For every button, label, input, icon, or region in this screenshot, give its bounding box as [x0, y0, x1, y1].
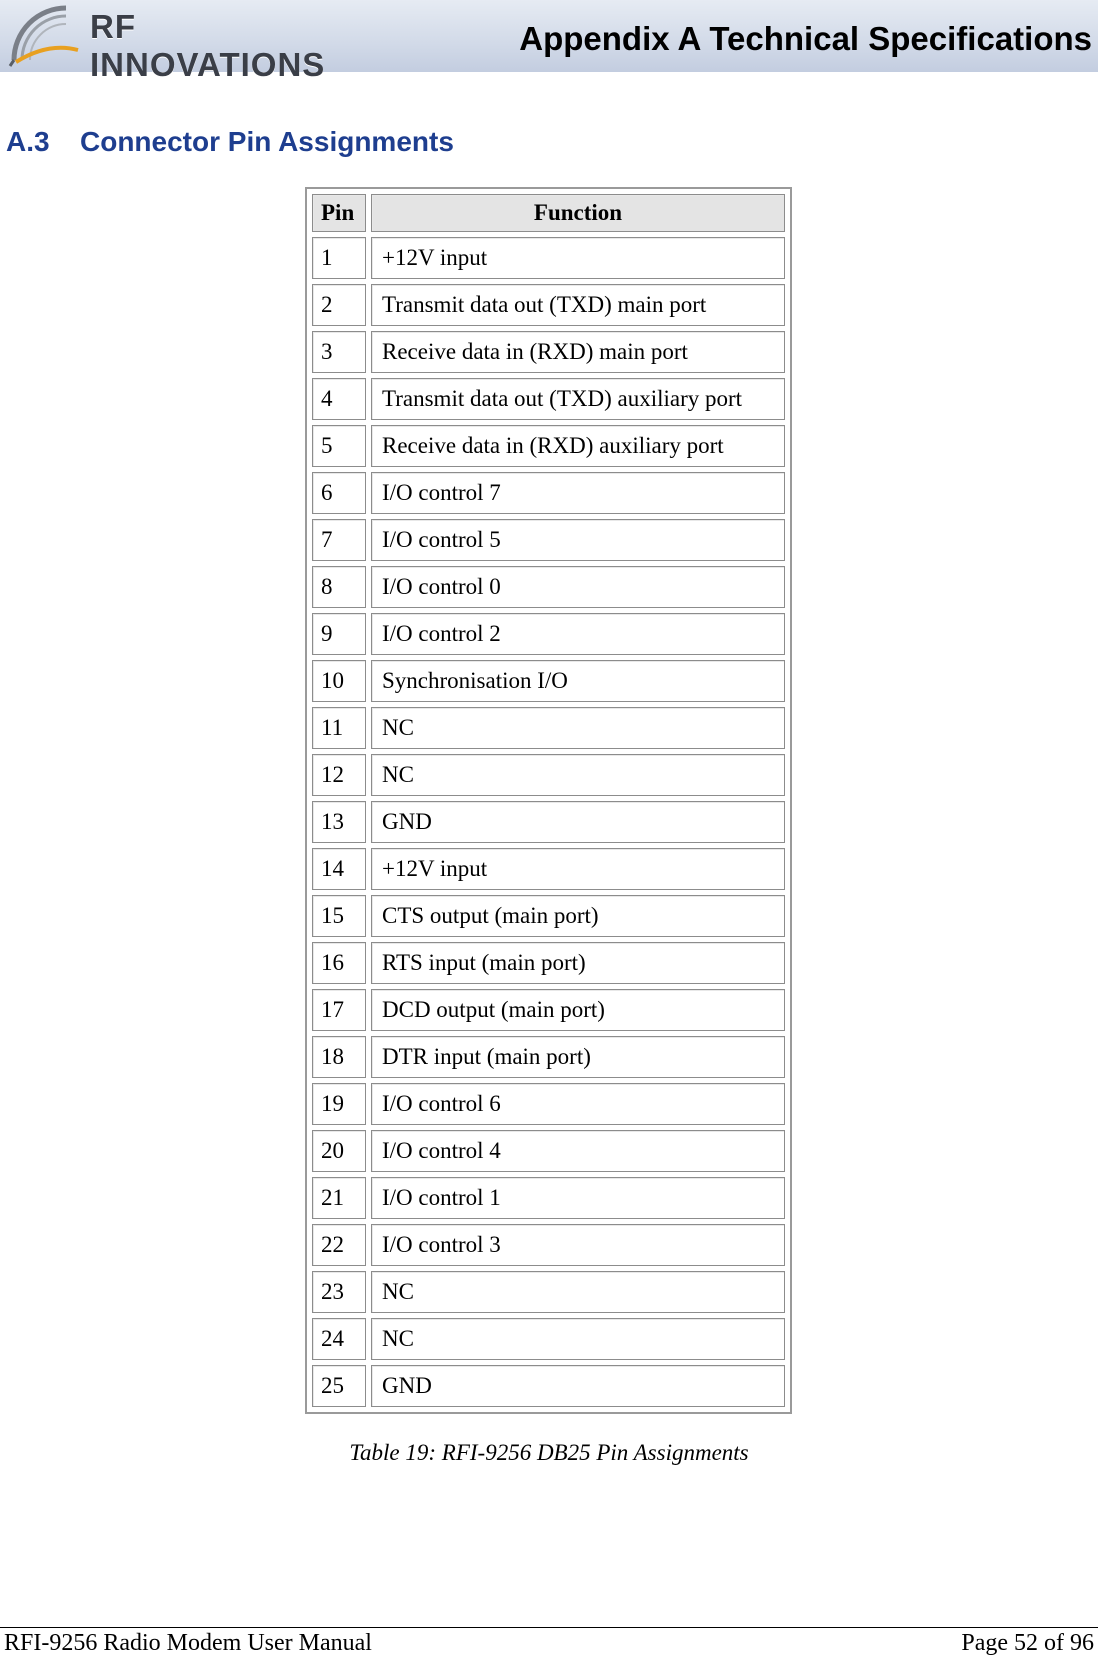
- pin-cell: 13: [312, 801, 366, 843]
- function-cell: I/O control 7: [371, 472, 785, 514]
- page-header: [0, 0, 1098, 83]
- pin-cell: 22: [312, 1224, 366, 1266]
- pin-assignment-table: [305, 187, 792, 1414]
- function-cell: RTS input (main port): [371, 942, 785, 984]
- table-row: [312, 801, 785, 843]
- table-row: [312, 1036, 785, 1078]
- pin-cell: 4: [312, 378, 366, 420]
- table-row: [312, 472, 785, 514]
- pin-cell: 7: [312, 519, 366, 561]
- table-row: [312, 1177, 785, 1219]
- pin-cell: 25: [312, 1365, 366, 1407]
- function-cell: I/O control 5: [371, 519, 785, 561]
- section-number: A.3: [6, 126, 50, 157]
- function-cell: I/O control 4: [371, 1130, 785, 1172]
- header-title: Appendix A Technical Specifications: [519, 20, 1092, 57]
- pin-cell: 24: [312, 1318, 366, 1360]
- table-row: [312, 895, 785, 937]
- pin-cell: 8: [312, 566, 366, 608]
- table-row: [312, 707, 785, 749]
- footer-page-number: Page 52 of 96: [961, 1630, 1094, 1656]
- function-cell: DCD output (main port): [371, 989, 785, 1031]
- function-cell: I/O control 3: [371, 1224, 785, 1266]
- table-row: [312, 1318, 785, 1360]
- pin-cell: 20: [312, 1130, 366, 1172]
- function-cell: +12V input: [371, 848, 785, 890]
- function-cell: NC: [371, 707, 785, 749]
- function-cell: Synchronisation I/O: [371, 660, 785, 702]
- pin-cell: 23: [312, 1271, 366, 1313]
- pin-cell: 11: [312, 707, 366, 749]
- function-cell: I/O control 0: [371, 566, 785, 608]
- function-cell: NC: [371, 1318, 785, 1360]
- function-cell: Receive data in (RXD) auxiliary port: [371, 425, 785, 467]
- pin-cell: 12: [312, 754, 366, 796]
- table-row: [312, 378, 785, 420]
- function-cell: NC: [371, 1271, 785, 1313]
- table-row: [312, 1130, 785, 1172]
- function-cell: GND: [371, 1365, 785, 1407]
- pin-cell: 19: [312, 1083, 366, 1125]
- table-row: [312, 331, 785, 373]
- function-cell: Transmit data out (TXD) main port: [371, 284, 785, 326]
- table-row: [312, 284, 785, 326]
- logo-text: RF INNOVATIONS: [90, 8, 326, 83]
- signal-wave-icon: [8, 2, 88, 68]
- table-row: [312, 425, 785, 467]
- pin-cell: 6: [312, 472, 366, 514]
- pin-cell: 21: [312, 1177, 366, 1219]
- table-row: [312, 942, 785, 984]
- pin-cell: 16: [312, 942, 366, 984]
- table-row: [312, 848, 785, 890]
- table-row: [312, 660, 785, 702]
- footer-manual-title: RFI-9256 Radio Modem User Manual: [4, 1630, 372, 1656]
- function-cell: I/O control 2: [371, 613, 785, 655]
- function-cell: Transmit data out (TXD) auxiliary port: [371, 378, 785, 420]
- pin-cell: 18: [312, 1036, 366, 1078]
- section-heading: [6, 126, 454, 158]
- table-row: [312, 989, 785, 1031]
- pin-cell: 5: [312, 425, 366, 467]
- pin-cell: 2: [312, 284, 366, 326]
- table-row: [312, 1365, 785, 1407]
- function-cell: DTR input (main port): [371, 1036, 785, 1078]
- table-row: [312, 566, 785, 608]
- table-row: [312, 1083, 785, 1125]
- pin-cell: 15: [312, 895, 366, 937]
- section-title: Connector Pin Assignments: [80, 126, 454, 157]
- function-cell: I/O control 1: [371, 1177, 785, 1219]
- function-cell: I/O control 6: [371, 1083, 785, 1125]
- table-row: [312, 1271, 785, 1313]
- function-cell: NC: [371, 754, 785, 796]
- function-cell: Receive data in (RXD) main port: [371, 331, 785, 373]
- pin-cell: 9: [312, 613, 366, 655]
- table-row: [312, 519, 785, 561]
- pin-cell: 17: [312, 989, 366, 1031]
- table-caption: Table 19: RFI-9256 DB25 Pin Assignments: [349, 1440, 749, 1465]
- function-cell: +12V input: [371, 237, 785, 279]
- table-row: [312, 237, 785, 279]
- table-row: [312, 754, 785, 796]
- footer-divider: [0, 1627, 1098, 1628]
- pin-cell: 14: [312, 848, 366, 890]
- pin-column-header: Pin: [312, 194, 366, 232]
- pin-cell: 1: [312, 237, 366, 279]
- table-header-row: [312, 194, 785, 232]
- pin-cell: 3: [312, 331, 366, 373]
- rf-innovations-logo: [8, 2, 368, 83]
- table-row: [312, 1224, 785, 1266]
- pin-cell: 10: [312, 660, 366, 702]
- function-column-header: Function: [371, 194, 785, 232]
- table-row: [312, 613, 785, 655]
- function-cell: CTS output (main port): [371, 895, 785, 937]
- function-cell: GND: [371, 801, 785, 843]
